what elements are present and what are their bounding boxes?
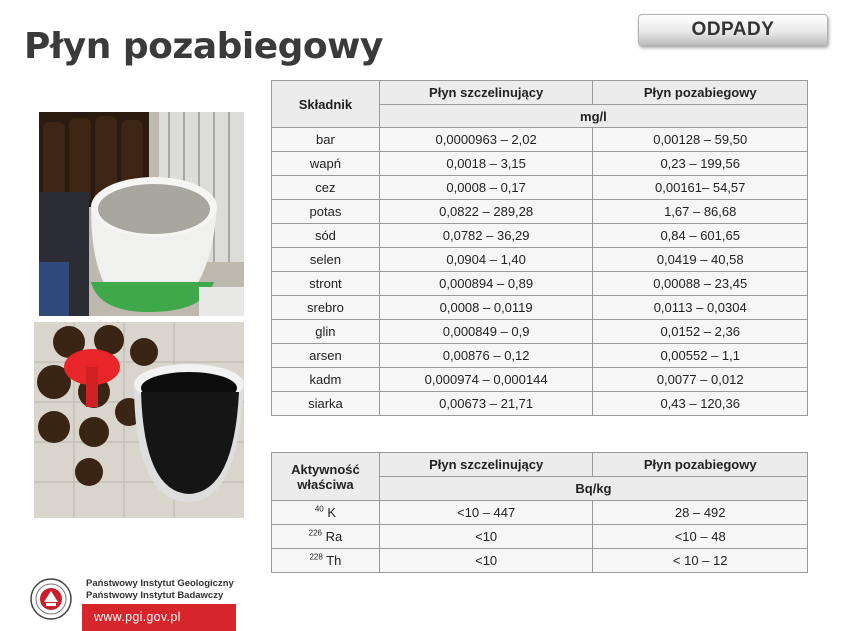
table-row xyxy=(272,200,808,224)
cell-flowback: < 10 – 12 xyxy=(593,549,808,573)
cell-flowback: 0,00128 – 59,50 xyxy=(593,128,808,152)
table-row xyxy=(272,525,808,549)
cell-fracturing: 0,0822 – 289,28 xyxy=(379,200,593,224)
cell-component: srebro xyxy=(272,296,380,320)
isotope-symbol: Th xyxy=(326,553,342,568)
table-row xyxy=(272,368,808,392)
cell-fracturing: <10 – 447 xyxy=(379,501,593,525)
cell-fracturing: 0,0008 – 0,17 xyxy=(379,176,593,200)
header-fracturing-fluid: Płyn szczelinujący xyxy=(379,453,593,477)
cell-fracturing: 0,0008 – 0,0119 xyxy=(379,296,593,320)
cell-component: wapń xyxy=(272,152,380,176)
header-unit: mg/l xyxy=(379,105,807,128)
cell-flowback: 28 – 492 xyxy=(593,501,808,525)
table-row xyxy=(272,248,808,272)
table-row xyxy=(272,224,808,248)
composition-table-body xyxy=(272,128,808,416)
cell-flowback: 1,67 – 86,68 xyxy=(593,200,808,224)
cell-isotope xyxy=(272,549,380,573)
table-row xyxy=(272,320,808,344)
cell-flowback: 0,23 – 199,56 xyxy=(593,152,808,176)
isotope-symbol: Ra xyxy=(325,529,343,544)
header-component: Składnik xyxy=(272,81,380,128)
cell-fracturing: <10 xyxy=(379,549,593,573)
cell-fracturing: 0,000894 – 0,89 xyxy=(379,272,593,296)
header-activity-line1: Aktywność xyxy=(291,461,360,477)
cell-flowback: <10 – 48 xyxy=(593,525,808,549)
cell-fracturing: 0,000849 – 0,9 xyxy=(379,320,593,344)
institute-names xyxy=(86,578,234,602)
table-row xyxy=(272,549,808,573)
table-row xyxy=(272,392,808,416)
activity-table-body xyxy=(272,501,808,573)
cell-flowback: 0,0152 – 2,36 xyxy=(593,320,808,344)
cell-component: stront xyxy=(272,272,380,296)
cell-fracturing: 0,0904 – 1,40 xyxy=(379,248,593,272)
cell-flowback: 0,0419 – 40,58 xyxy=(593,248,808,272)
cell-component: kadm xyxy=(272,368,380,392)
cell-isotope xyxy=(272,525,380,549)
cell-component: arsen xyxy=(272,344,380,368)
header-specific-activity xyxy=(272,453,380,501)
header-fracturing-fluid: Płyn szczelinujący xyxy=(379,81,593,105)
cell-fracturing: <10 xyxy=(379,525,593,549)
table-row xyxy=(272,128,808,152)
table-row xyxy=(272,344,808,368)
header-activity-line2: właściwa xyxy=(297,476,354,492)
cell-flowback: 0,0113 – 0,0304 xyxy=(593,296,808,320)
isotope-symbol: K xyxy=(327,505,337,520)
cell-fracturing: 0,00673 – 21,71 xyxy=(379,392,593,416)
cell-flowback: 0,00088 – 23,45 xyxy=(593,272,808,296)
institute-line2: Państwowy Instytut Badawczy xyxy=(86,590,224,601)
institute-line1: Państwowy Instytut Geologiczny xyxy=(86,578,234,589)
page-title: Płyn pozabiegowy xyxy=(24,26,383,67)
cell-isotope xyxy=(272,501,380,525)
table-row xyxy=(272,296,808,320)
cell-fracturing: 0,00876 – 0,12 xyxy=(379,344,593,368)
cell-fracturing: 0,0000963 – 2,02 xyxy=(379,128,593,152)
header-flowback-fluid: Płyn pozabiegowy xyxy=(593,453,808,477)
table-row xyxy=(272,501,808,525)
composition-table xyxy=(271,80,808,416)
cell-fracturing: 0,000974 – 0,000144 xyxy=(379,368,593,392)
pgi-logo xyxy=(30,578,72,620)
cell-flowback: 0,43 – 120,36 xyxy=(593,392,808,416)
cell-component: siarka xyxy=(272,392,380,416)
header-unit: Bq/kg xyxy=(379,477,807,501)
cell-component: potas xyxy=(272,200,380,224)
cell-component: cez xyxy=(272,176,380,200)
photo-fracturing-fluid xyxy=(39,112,244,316)
section-badge: ODPADY xyxy=(638,14,828,46)
cell-fracturing: 0,0018 – 3,15 xyxy=(379,152,593,176)
cell-flowback: 0,00161– 54,57 xyxy=(593,176,808,200)
header-flowback-fluid: Płyn pozabiegowy xyxy=(593,81,808,105)
website-link[interactable]: www.pgi.gov.pl xyxy=(82,604,236,631)
cell-component: selen xyxy=(272,248,380,272)
activity-table xyxy=(271,452,808,573)
cell-fracturing: 0,0782 – 36,29 xyxy=(379,224,593,248)
table-row xyxy=(272,272,808,296)
photo-flowback-fluid xyxy=(34,322,244,518)
cell-component: sód xyxy=(272,224,380,248)
isotope-mass-number: 40 xyxy=(314,504,324,514)
cell-flowback: 0,84 – 601,65 xyxy=(593,224,808,248)
cell-component: glin xyxy=(272,320,380,344)
table-row xyxy=(272,152,808,176)
isotope-mass-number: 226 xyxy=(308,528,322,538)
cell-flowback: 0,00552 – 1,1 xyxy=(593,344,808,368)
cell-flowback: 0,0077 – 0,012 xyxy=(593,368,808,392)
isotope-mass-number: 228 xyxy=(309,552,323,562)
cell-component: bar xyxy=(272,128,380,152)
table-row xyxy=(272,176,808,200)
